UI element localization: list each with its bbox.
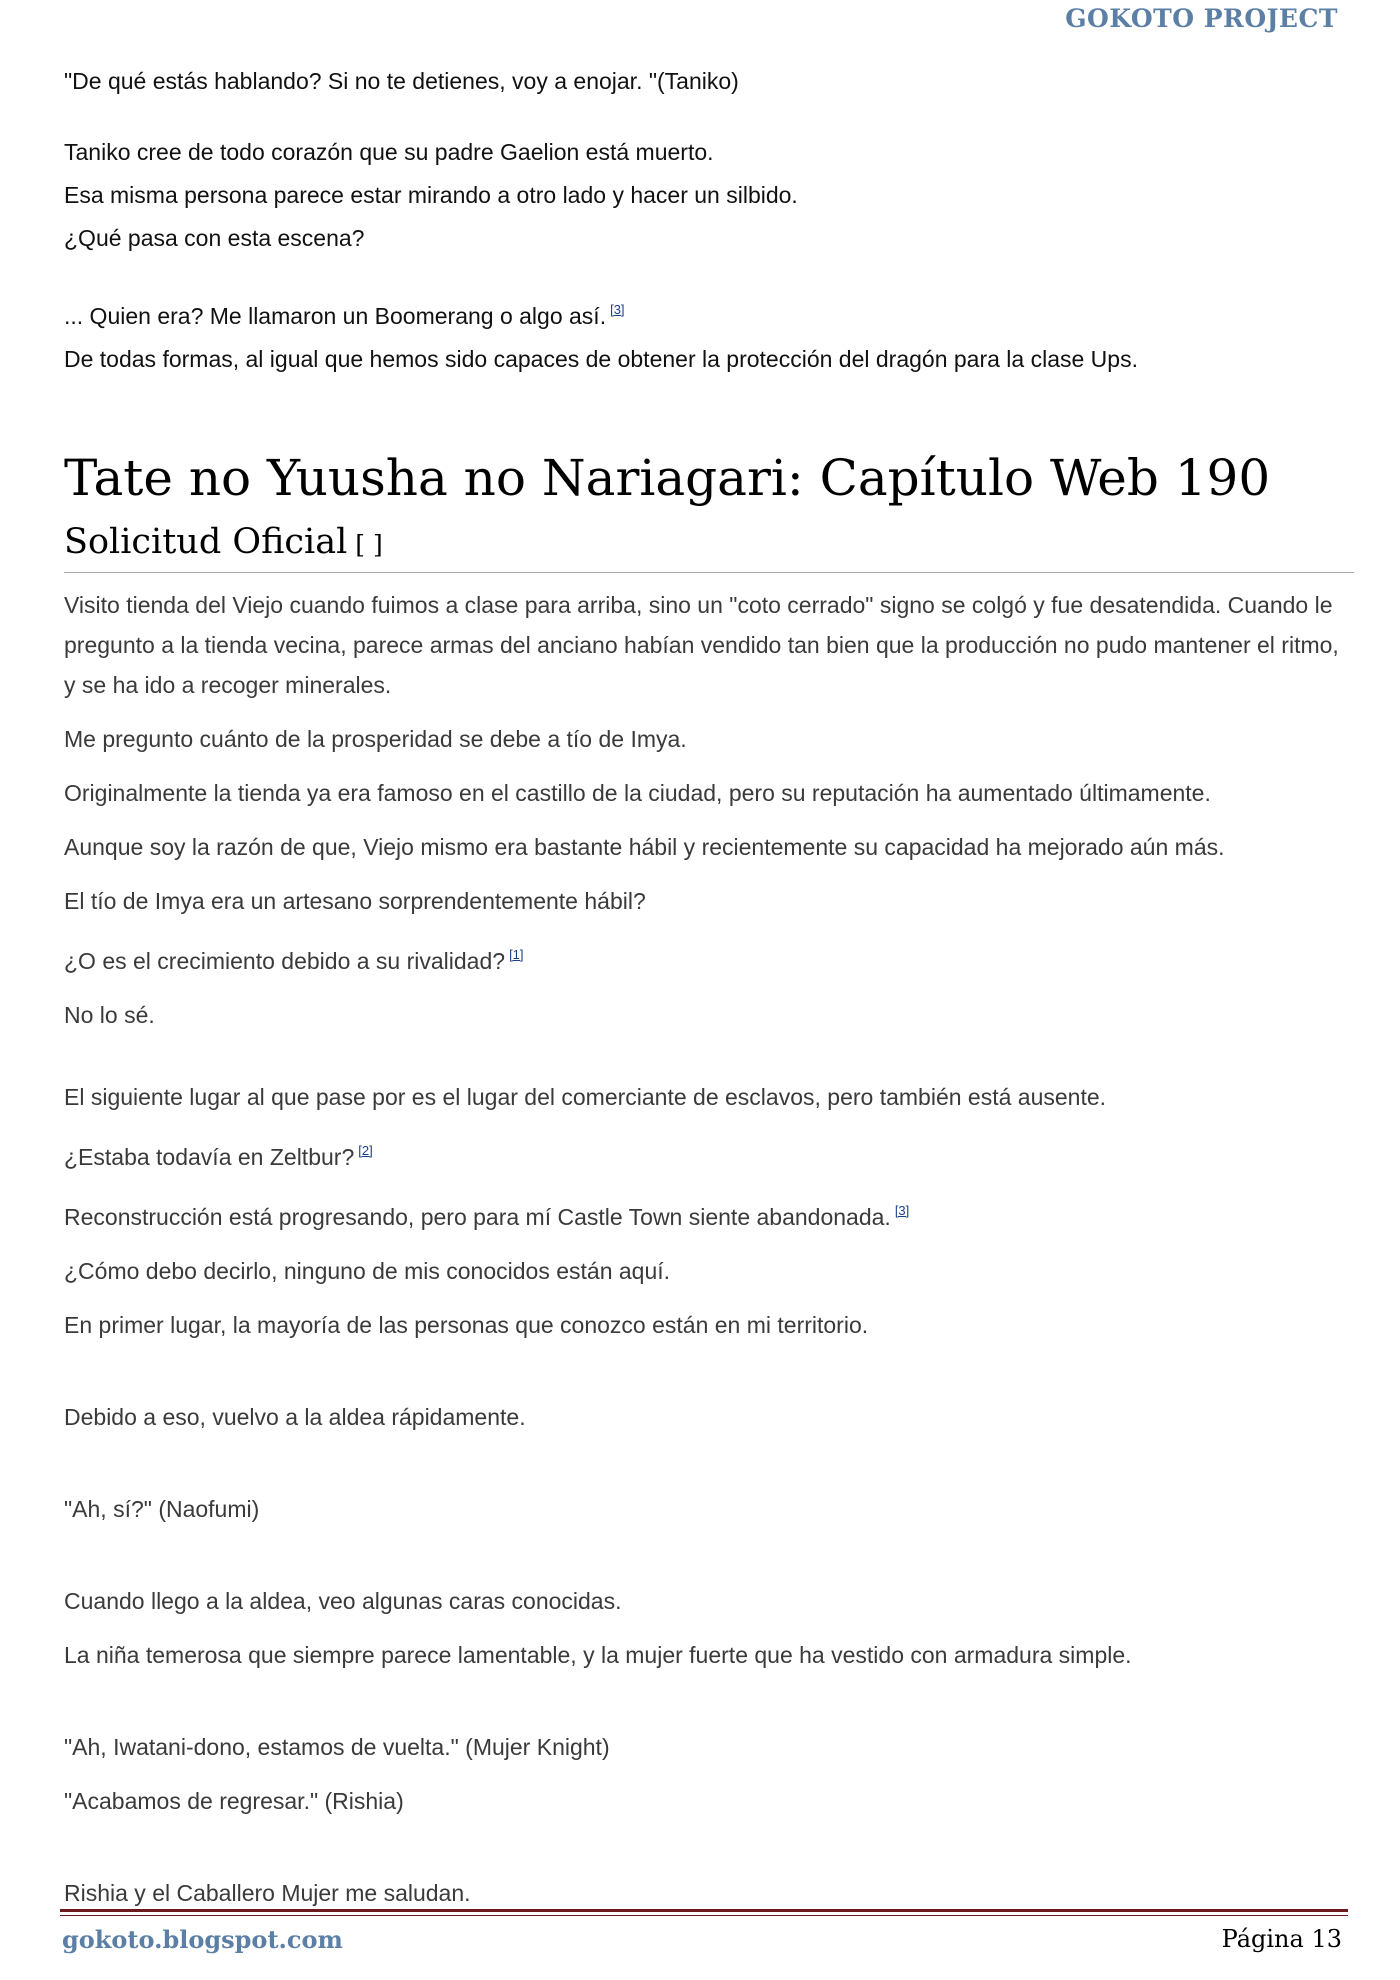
brand-header: GOKOTO PROJECT <box>1065 4 1338 33</box>
text-line: ¿Qué pasa con esta escena? <box>64 225 365 251</box>
chapter-title: Tate no Yuusha no Nariagari: Capítulo Web 190 <box>64 449 1271 507</box>
paragraph: No lo sé. <box>64 1002 155 1028</box>
paragraph: Me pregunto cuánto de la prosperidad se debe a tío de Imya. <box>64 726 687 752</box>
paragraph: El siguiente lugar al que pase por es el lugar del comerciante de esclavos, pero también está ausente. <box>64 1084 1107 1110</box>
text-line <box>64 288 1354 338</box>
section-heading <box>64 519 1354 573</box>
paragraph <box>64 935 1354 981</box>
text-span: ¿O es el crecimiento debido a su rivalidad? <box>64 948 506 974</box>
paragraph: "Ah, sí?" (Naofumi) <box>64 1496 260 1522</box>
paragraph: Debido a eso, vuelvo a la aldea rápidamente. <box>64 1404 526 1430</box>
footnote-link[interactable]: [1] <box>509 947 524 962</box>
footnote-link[interactable]: [3] <box>894 1203 910 1218</box>
text-span: ... Quien era? Me llamaron un Boomerang o algo así. <box>64 303 607 329</box>
footnote-link[interactable]: [2] <box>358 1143 373 1158</box>
paragraph: "Ah, Iwatani-dono, estamos de vuelta." (Mujer Knight) <box>64 1734 610 1760</box>
paragraph: Aunque soy la razón de que, Viejo mismo era bastante hábil y recientemente su capacidad ha mejorado aún más. <box>64 834 1225 860</box>
section-edit-link[interactable]: [ ] <box>355 530 383 559</box>
section-title: Solicitud Oficial <box>64 522 348 562</box>
footer-divider <box>60 1909 1348 1912</box>
paragraph: Originalmente la tienda ya era famoso en el castillo de la ciudad, pero su reputación ha aumentado últimamente. <box>64 780 1211 806</box>
paragraph: El tío de Imya era un artesano sorprendentemente hábil? <box>64 888 646 914</box>
page-content <box>64 60 1354 1913</box>
paragraph: Rishia y el Caballero Mujer me saludan. <box>64 1880 471 1906</box>
paragraph: "Acabamos de regresar." (Rishia) <box>64 1788 404 1814</box>
text-line: De todas formas, al igual que hemos sido capaces de obtener la protección del dragón para la clase Ups. <box>64 346 1138 372</box>
paragraph <box>64 1191 1354 1237</box>
footnote-link[interactable]: [3] <box>610 302 625 317</box>
paragraph: Cuando llego a la aldea, veo algunas caras conocidas. <box>64 1588 622 1614</box>
paragraph: En primer lugar, la mayoría de las personas que conozco están en mi territorio. <box>64 1312 869 1338</box>
text-span: ¿Estaba todavía en Zeltbur? <box>64 1144 355 1170</box>
page-number: Página 13 <box>1221 1925 1342 1953</box>
footer-site-link[interactable]: gokoto.blogspot.com <box>62 1925 343 1954</box>
text-line: Esa misma persona parece estar mirando a otro lado y hacer un silbido. <box>64 182 798 208</box>
paragraph: La niña temerosa que siempre parece lamentable, y la mujer fuerte que ha vestido con armadura simple. <box>64 1642 1132 1668</box>
text-line: Taniko cree de todo corazón que su padre Gaelion está muerto. <box>64 139 714 165</box>
paragraph: ¿Cómo debo decirlo, ninguno de mis conocidos están aquí. <box>64 1258 671 1284</box>
footer-divider-thin <box>60 1915 1348 1916</box>
paragraph <box>64 1131 1354 1177</box>
text-span: Reconstrucción está progresando, pero para mí Castle Town siente abandonada. <box>64 1204 891 1230</box>
paragraph: Visito tienda del Viejo cuando fuimos a clase para arriba, sino un "coto cerrado" signo se colgó y fue desatendida. Cuando le pregunto a la tienda vecina, parece armas del anciano habían vendido tan bien que la producción no pudo mantener el ritmo, y se ha ido a recoger minerales. <box>64 592 1339 698</box>
text-line: "De qué estás hablando? Si no te detienes, voy a enojar. "(Taniko) <box>64 68 739 94</box>
